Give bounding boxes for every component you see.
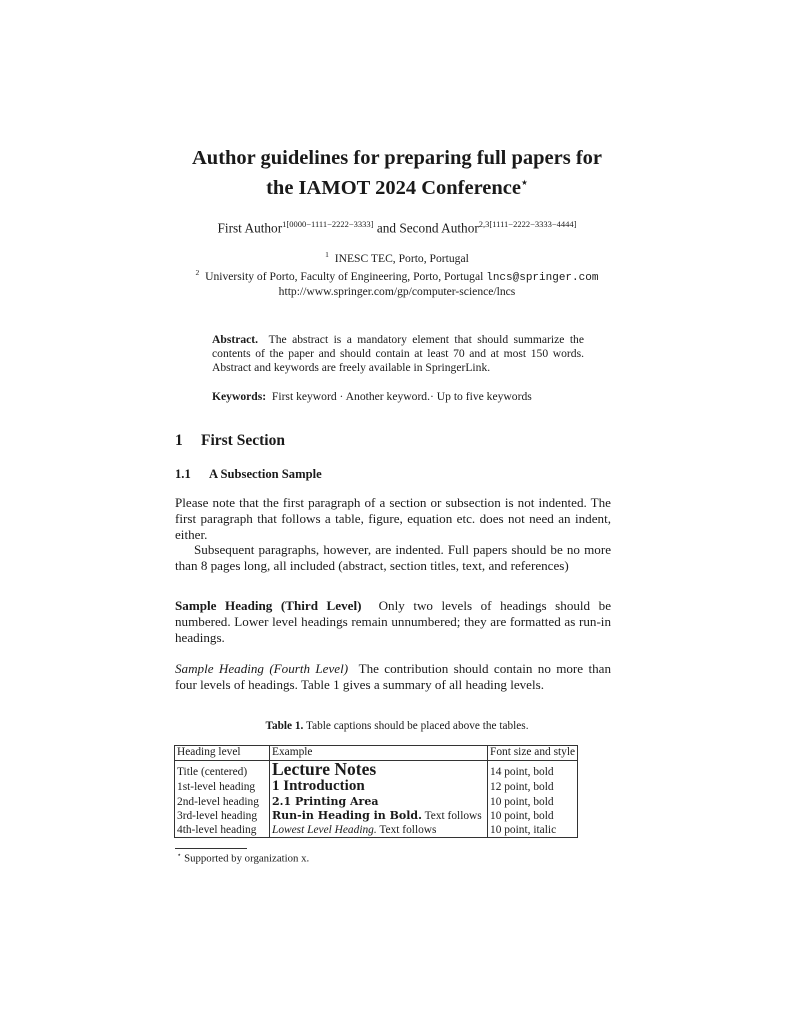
section-title: First Section	[201, 432, 285, 449]
table-row: 3rd-level heading Run-in Heading in Bold. Text follows 10 point, bold	[175, 809, 578, 824]
table-row: Title (centered) Lecture Notes 14 point, bold	[175, 760, 578, 779]
example-level-3: Run-in Heading in Bold.	[272, 809, 422, 822]
abstract-label: Abstract.	[212, 333, 259, 346]
affiliations	[0, 248, 794, 299]
footnote: ⋆ Supported by organization x.	[177, 851, 310, 865]
example-level-1: 1 Introduction	[272, 778, 365, 794]
keywords	[212, 390, 592, 403]
section-heading	[175, 432, 285, 450]
title-line-1: Author guidelines for preparing full papers for	[191, 147, 603, 169]
example-title: Lecture Notes	[272, 758, 377, 779]
table-caption-label: Table 1.	[265, 720, 304, 732]
abstract	[212, 333, 584, 376]
contact-email[interactable]: lncs@springer.com	[486, 271, 599, 284]
paragraph-1: Please note that the first paragraph of a section or subsection is not indented. The first paragraph that follows a table, figure, equation etc. does not need an indent, either.	[175, 495, 611, 542]
second-author-orcid: 2,3[1111−2222−3333−4444]	[478, 219, 577, 229]
author-list: First Author$^{1[0000-1111-2222-3333]}$ and Second Author$^{2,3[1111-2222-3333-4444]}$	[217, 219, 577, 236]
affiliation-1: $^1$ INESC TEC, Porto, Portugal	[325, 250, 469, 265]
paragraph-2: Subsequent paragraphs, however, are indented. Full papers should be no more than 8 pages long, all included (abstract, section titles, text, and references)	[175, 542, 611, 573]
footnote-rule	[175, 848, 247, 849]
heading-levels-table	[174, 745, 578, 838]
table-row: 4th-level heading Lowest Level Heading. Text follows 10 point, italic	[175, 824, 578, 838]
affiliation-2: $^2$ University of Porto, Faculty of Engineering, Porto, Portugal lncs@springer.com	[195, 267, 599, 284]
keywords-text: First keyword · Another keyword.· Up to five keywords	[271, 390, 532, 403]
paragraph-fourth-level: Sample Heading (Fourth Level) The contribution should contain no more than four levels of headings. Table 1 gives a summary of all heading levels.	[175, 661, 611, 692]
paper-title	[0, 146, 794, 201]
fourth-level-heading: Sample Heading (Fourth Level)	[175, 661, 349, 676]
first-author: First Author	[217, 220, 283, 236]
table-header-cell: Heading level	[175, 746, 270, 761]
title-line-2: the IAMOT 2024 Conference⋆	[266, 176, 528, 199]
third-level-heading: Sample Heading (Third Level)	[175, 598, 362, 613]
table-caption: Table 1. Table captions should be placed above the tables.	[265, 720, 529, 732]
example-level-4: Lowest Level Heading.	[272, 823, 377, 836]
title-footnote-mark: ⋆	[521, 177, 528, 189]
section-number: 1	[175, 432, 183, 449]
first-author-orcid: 1[0000−1111−2222−3333]	[282, 219, 374, 229]
paragraph-third-level: Sample Heading (Third Level) Only two levels of headings should be numbered. Lower level headings remain unnumbered; they are formatted as run-in headings.	[175, 598, 612, 645]
springer-url[interactable]: http://www.springer.com/gp/computer-science/lncs	[278, 284, 516, 298]
table-header-cell: Example	[270, 746, 488, 761]
abstract-text: The abstract is a mandatory element that should summarize the contents of the paper and should contain at least 70 and at most 150 words. Abstract and keywords are freely available in SpringerLink.	[212, 333, 584, 375]
example-level-2: 2.1 Printing Area	[272, 794, 379, 808]
table-row: 2nd-level heading 2.1 Printing Area 10 point, bold	[175, 795, 578, 810]
table-row: 1st-level heading 1 Introduction 12 point, bold	[175, 779, 578, 795]
keywords-label: Keywords:	[212, 390, 267, 403]
footnote-mark: ⋆	[177, 851, 182, 859]
second-author: Second Author	[399, 220, 479, 236]
subsection-heading	[175, 467, 322, 482]
table-header-cell: Font size and style	[488, 746, 578, 761]
subsection-number: 1.1	[175, 467, 191, 481]
subsection-title: A Subsection Sample	[209, 467, 322, 481]
